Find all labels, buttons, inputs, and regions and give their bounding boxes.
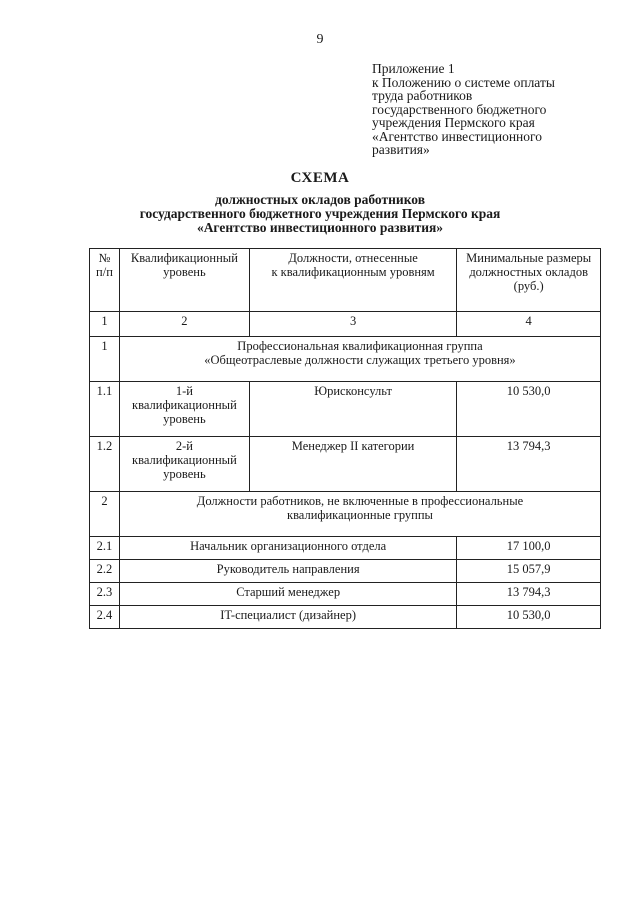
appendix-line: государственного бюджетного — [372, 101, 547, 117]
row-level — [119, 382, 249, 437]
appendix-line: труда работников — [372, 88, 473, 103]
row-salary: 10 530,0 — [457, 382, 601, 437]
appendix-line: «Агентство инвестиционного — [372, 128, 542, 144]
appendix-line: Приложение 1 — [372, 61, 455, 76]
group-title-line: Профессиональная квалификационная группа — [237, 339, 483, 353]
table-row — [90, 560, 601, 583]
row-position: Руководитель направления — [119, 560, 456, 583]
group-title — [119, 337, 600, 382]
row-num: 2.3 — [90, 583, 120, 606]
header-text: Квалификационный — [130, 251, 238, 265]
header-level — [119, 249, 249, 312]
row-num: 1.2 — [90, 437, 120, 492]
document-title: СХЕМА — [290, 170, 350, 186]
appendix-line: к Положению о системе оплаты — [372, 74, 555, 90]
column-number-row — [90, 312, 601, 337]
group-num: 2 — [90, 492, 120, 537]
level-line: 2-й — [175, 439, 193, 453]
header-text: Минимальные размеры — [466, 251, 592, 265]
column-number: 4 — [457, 312, 601, 337]
table-header-row — [90, 249, 601, 312]
document-subtitle — [0, 193, 640, 235]
row-salary: 13 794,3 — [457, 437, 601, 492]
header-text: к квалификационным уровням — [271, 265, 435, 279]
row-num: 2.4 — [90, 606, 120, 629]
group-row — [90, 492, 601, 537]
header-text: (руб.) — [513, 279, 544, 293]
group-row — [90, 337, 601, 382]
row-num: 1.1 — [90, 382, 120, 437]
header-text: Должности, отнесенные — [288, 251, 418, 265]
group-title — [119, 492, 600, 537]
level-line: уровень — [163, 412, 206, 426]
page-number: 9 — [316, 32, 324, 47]
column-number: 2 — [119, 312, 249, 337]
row-salary: 15 057,9 — [457, 560, 601, 583]
table-row — [90, 537, 601, 560]
table-row — [90, 583, 601, 606]
subtitle-line: должностных окладов работников — [214, 192, 425, 207]
row-num: 2.2 — [90, 560, 120, 583]
header-text: должностных окладов — [469, 265, 588, 279]
header-num — [90, 249, 120, 312]
row-salary: 13 794,3 — [457, 583, 601, 606]
row-salary: 10 530,0 — [457, 606, 601, 629]
table-row — [90, 437, 601, 492]
appendix-note — [372, 62, 602, 157]
table-row — [90, 382, 601, 437]
header-positions — [249, 249, 456, 312]
level-line: квалификационный — [132, 398, 237, 412]
level-line: 1-й — [175, 384, 193, 398]
group-title-line: «Общеотраслевые должности служащих третьего уровня» — [204, 353, 516, 367]
subtitle-line: государственного бюджетного учреждения Пермского края — [139, 206, 501, 221]
row-position: Менеджер II категории — [249, 437, 456, 492]
row-num: 2.1 — [90, 537, 120, 560]
row-position: Начальник организационного отдела — [119, 537, 456, 560]
header-salary — [457, 249, 601, 312]
subtitle-line: «Агентство инвестиционного развития» — [196, 220, 444, 235]
group-num: 1 — [90, 337, 120, 382]
level-line: уровень — [163, 467, 206, 481]
row-position: Юрисконсульт — [249, 382, 456, 437]
row-level — [119, 437, 249, 492]
group-title-line: квалификационные группы — [287, 508, 433, 522]
header-text: № — [98, 251, 111, 265]
level-line: квалификационный — [132, 453, 237, 467]
header-text: уровень — [163, 265, 206, 279]
appendix-line: учреждения Пермского края — [372, 115, 535, 130]
row-position: IT-специалист (дизайнер) — [119, 606, 456, 629]
row-position: Старший менеджер — [119, 583, 456, 606]
column-number: 1 — [90, 312, 120, 337]
salary-table — [89, 248, 601, 629]
header-text: п/п — [96, 265, 113, 279]
column-number: 3 — [249, 312, 456, 337]
row-salary: 17 100,0 — [457, 537, 601, 560]
table-row — [90, 606, 601, 629]
title-block — [0, 170, 640, 235]
group-title-line: Должности работников, не включенные в профессиональные — [196, 494, 524, 508]
appendix-line: развития» — [372, 142, 430, 157]
